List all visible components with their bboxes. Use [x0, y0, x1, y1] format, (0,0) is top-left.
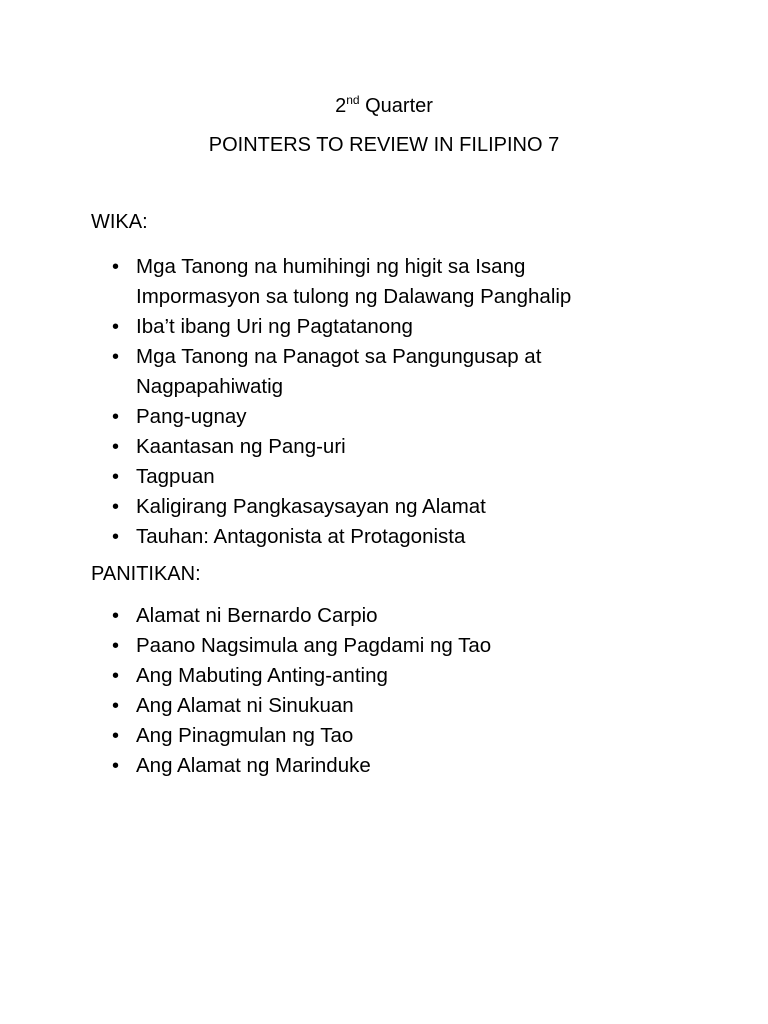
bullet-icon: •	[112, 316, 120, 338]
quarter-suffix: nd	[346, 93, 360, 107]
list-item-text: Ang Alamat ng Marinduke	[136, 754, 371, 777]
list-item-text: Paano Nagsimula ang Pagdami ng Tao	[136, 634, 492, 657]
bullet-icon: •	[112, 755, 120, 777]
bullet-icon: •	[112, 526, 120, 548]
list-item-text: Tauhan: Antagonista at Protagonista	[136, 525, 466, 548]
page-title: POINTERS TO REVIEW IN FILIPINO 7	[208, 134, 560, 156]
panitikan-list	[0, 601, 768, 781]
list-item-text: Nagpapahiwatig	[136, 375, 284, 398]
list-item-text: Mga Tanong na Panagot sa Pangungusap at	[136, 345, 542, 368]
list-item	[0, 631, 768, 661]
list-item	[0, 312, 768, 342]
list-item	[0, 252, 768, 312]
quarter-label	[0, 94, 768, 118]
list-item-text: Ang Mabuting Anting-anting	[136, 664, 388, 687]
panitikan-heading: PANITIKAN:	[91, 563, 201, 585]
list-item-text: Pang-ugnay	[136, 405, 247, 428]
list-item	[0, 751, 768, 781]
list-item	[0, 661, 768, 691]
quarter-number: 2	[335, 95, 347, 117]
list-item	[0, 601, 768, 631]
list-item-text: Ang Alamat ni Sinukuan	[136, 694, 354, 717]
wika-heading: WIKA:	[91, 211, 148, 233]
bullet-icon: •	[112, 436, 120, 458]
list-item	[0, 691, 768, 721]
list-item-text: Tagpuan	[136, 465, 215, 488]
list-item	[0, 522, 768, 552]
bullet-icon: •	[112, 406, 120, 428]
list-item-text: Iba’t ibang Uri ng Pagtatanong	[136, 315, 413, 338]
list-item	[0, 432, 768, 462]
list-item-text: Impormasyon sa tulong ng Dalawang Panghalip	[136, 285, 572, 308]
list-item-text: Ang Pinagmulan ng Tao	[136, 724, 354, 747]
list-item-text: Mga Tanong na humihingi ng higit sa Isang	[136, 255, 526, 278]
bullet-icon: •	[112, 256, 120, 278]
bullet-icon: •	[112, 496, 120, 518]
bullet-icon: •	[112, 725, 120, 747]
bullet-icon: •	[112, 695, 120, 717]
bullet-icon: •	[112, 466, 120, 488]
list-item-text: Kaantasan ng Pang-uri	[136, 435, 346, 458]
list-item-text: Kaligirang Pangkasaysayan ng Alamat	[136, 495, 486, 518]
list-item	[0, 492, 768, 522]
bullet-icon: •	[112, 635, 120, 657]
bullet-icon: •	[112, 665, 120, 687]
quarter-word: Quarter	[365, 95, 433, 117]
list-item	[0, 721, 768, 751]
bullet-icon: •	[112, 346, 120, 368]
list-item	[0, 402, 768, 432]
bullet-icon: •	[112, 605, 120, 627]
list-item	[0, 342, 768, 402]
list-item	[0, 462, 768, 492]
wika-list	[0, 252, 768, 552]
list-item-text: Alamat ni Bernardo Carpio	[136, 604, 378, 627]
